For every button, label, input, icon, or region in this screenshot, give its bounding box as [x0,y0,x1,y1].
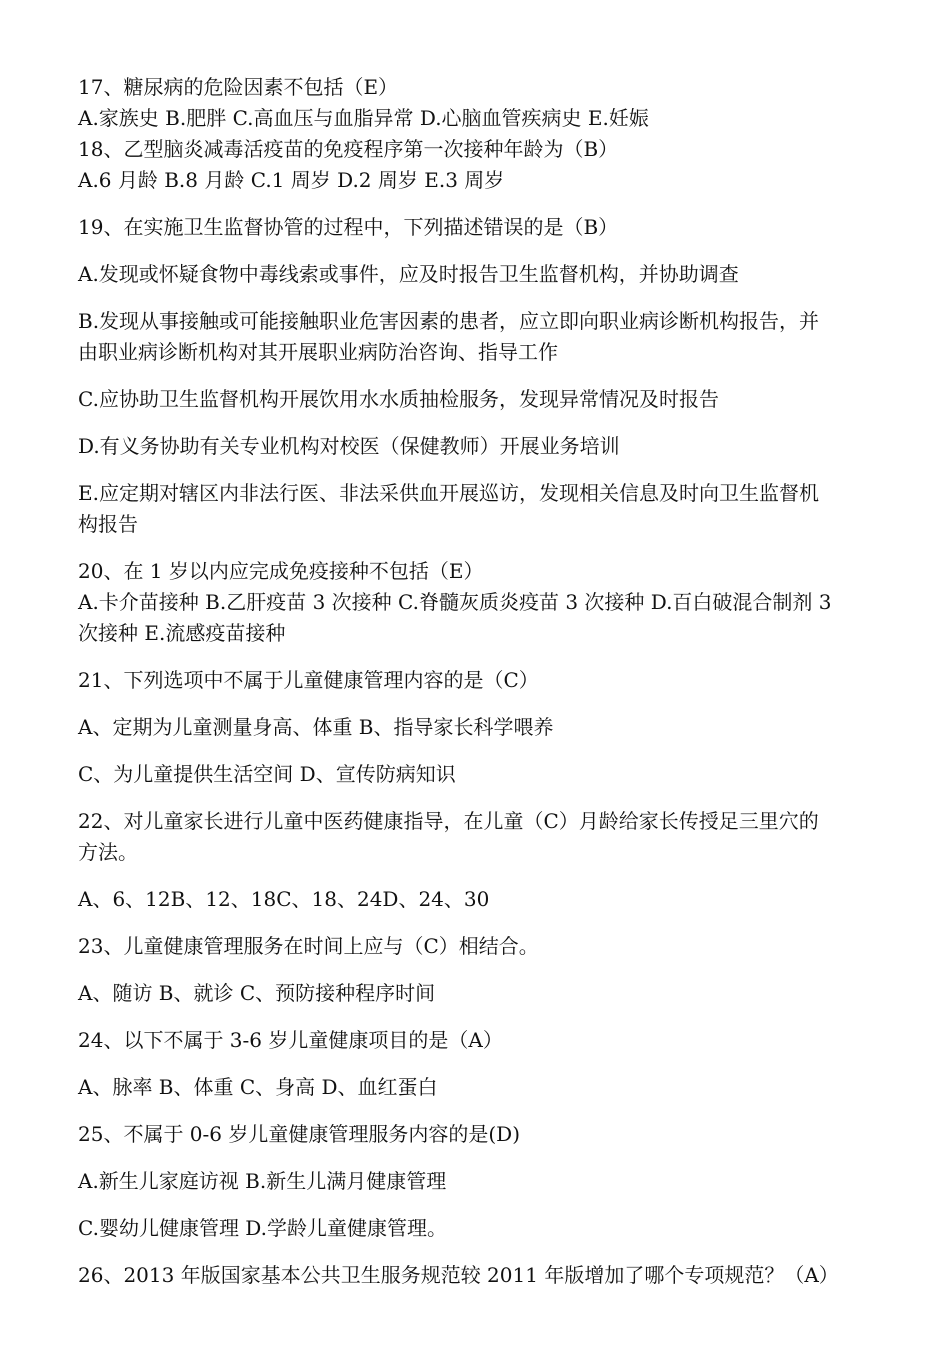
option-19-e-line2: 构报告 [78,512,138,536]
option-19-a: A.发现或怀疑食物中毒线索或事件，应及时报告卫生监督机构，并协助调查 [78,262,739,286]
option-19-b-line2: 由职业病诊断机构对其开展职业病防治咨询、指导工作 [78,340,558,364]
question-23: 23、儿童健康管理服务在时间上应与（C）相结合。 [78,934,539,958]
question-22-line1: 22、对儿童家长进行儿童中医药健康指导，在儿童（C）月龄给家长传授足三里穴的 [78,809,819,833]
option-19-e-line1: E.应定期对辖区内非法行医、非法采供血开展巡访，发现相关信息及时向卫生监督机 [78,481,819,505]
options-20-line2: 次接种 E.流感疫苗接种 [78,621,286,645]
options-25-line2: C.婴幼儿健康管理 D.学龄儿童健康管理。 [78,1216,447,1240]
options-24: A、脉率 B、体重 C、身高 D、血红蛋白 [78,1075,438,1099]
document-body [78,72,898,1291]
question-24: 24、以下不属于 3-6 岁儿童健康项目的是（A） [78,1028,503,1052]
question-18: 18、乙型脑炎减毒活疫苗的免疫程序第一次接种年龄为（B） [78,137,619,161]
question-17: 17、糖尿病的危险因素不包括（E） [78,75,399,99]
options-21-line2: C、为儿童提供生活空间 D、宣传防病知识 [78,762,456,786]
question-21: 21、下列选项中不属于儿童健康管理内容的是（C） [78,668,539,692]
option-19-d: D.有义务协助有关专业机构对校医（保健教师）开展业务培训 [78,434,620,458]
options-23: A、随访 B、就诊 C、预防接种程序时间 [78,981,436,1005]
question-25: 25、不属于 0-6 岁儿童健康管理服务内容的是(D) [78,1122,521,1146]
options-20-line1: A.卡介苗接种 B.乙肝疫苗 3 次接种 C.脊髓灰质炎疫苗 3 次接种 D.百白破混合制剂 3 [78,590,832,614]
options-22: A、6、12B、12、18C、18、24D、24、30 [78,887,490,911]
option-19-b-line1: B.发现从事接触或可能接触职业危害因素的患者，应立即向职业病诊断机构报告，并 [78,309,820,333]
question-22-line2: 方法。 [78,840,138,864]
options-18: A.6 月龄 B.8 月龄 C.1 周岁 D.2 周岁 E.3 周岁 [78,168,505,192]
question-20: 20、在 1 岁以内应完成免疫接种不包括（E） [78,559,484,583]
question-26: 26、2013 年版国家基本公共卫生服务规范较 2011 年版增加了哪个专项规范？（A） [78,1263,839,1287]
options-25-line1: A.新生儿家庭访视 B.新生儿满月健康管理 [78,1169,447,1193]
option-19-c: C.应协助卫生监督机构开展饮用水水质抽检服务，发现异常情况及时报告 [78,387,719,411]
question-19: 19、在实施卫生监督协管的过程中，下列描述错误的是（B） [78,215,619,239]
options-21-line1: A、定期为儿童测量身高、体重 B、指导家长科学喂养 [78,715,554,739]
options-17: A.家族史 B.肥胖 C.高血压与血脂异常 D.心脑血管疾病史 E.妊娠 [78,106,649,130]
